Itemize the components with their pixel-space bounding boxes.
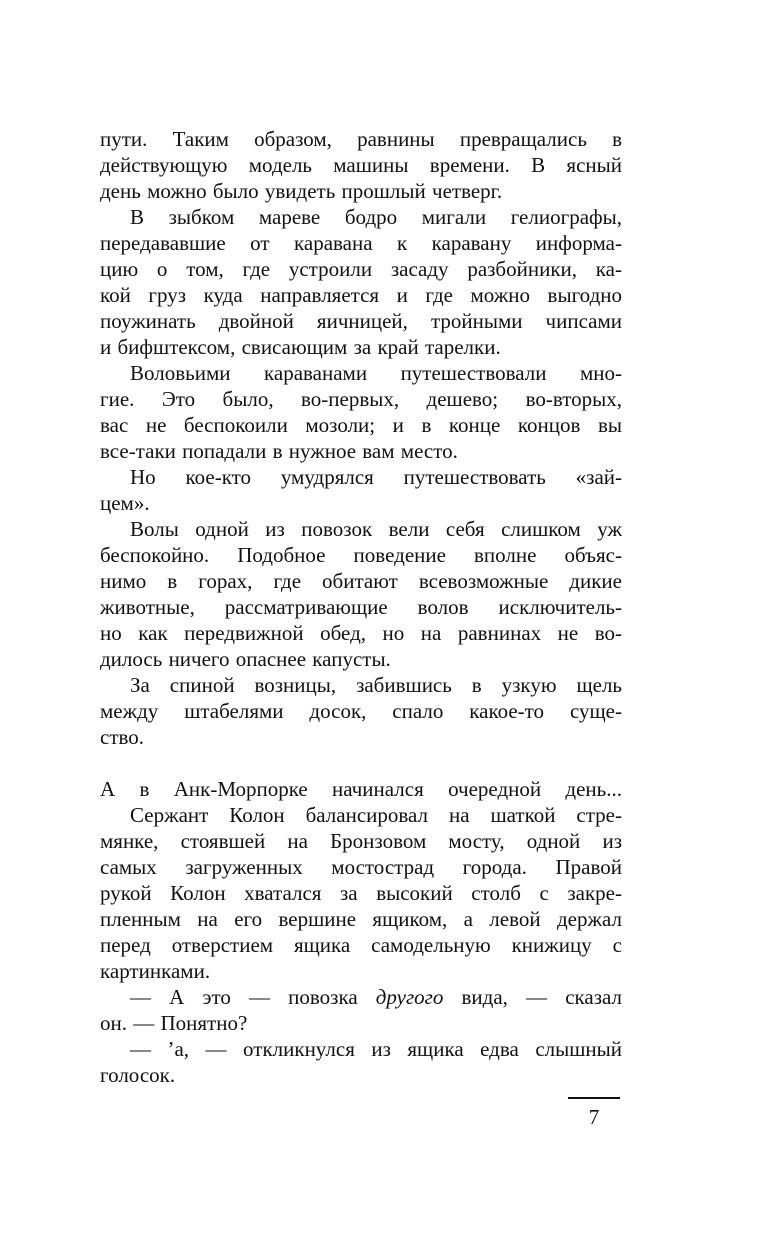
text-line: цем». xyxy=(100,491,150,515)
text-line: ство. xyxy=(100,725,145,749)
text-line: он. — Понятно? xyxy=(100,1011,248,1035)
text-line: картинками. xyxy=(100,959,211,983)
section-break xyxy=(100,750,622,776)
text-line: мянке, стоявшей на Бронзовом мосту, одной из xyxy=(100,829,622,853)
page-number: 7 xyxy=(588,1105,600,1129)
text-line: голосок. xyxy=(100,1063,176,1087)
text-line: В зыбком мареве бодро мигали гелиографы, xyxy=(130,205,622,229)
text-line: беспокойно. Подобное поведение вполне объяс- xyxy=(100,543,622,567)
text-line: — ’а, — откликнулся из ящика едва слышный xyxy=(130,1037,622,1061)
text-line: и бифштексом, свисающим за край тарелки. xyxy=(100,335,501,359)
text-line: рукой Колон хватался за высокий столб с закре- xyxy=(100,881,622,905)
text-line: А в Анк-Морпорке начинался очередной день... xyxy=(100,777,622,801)
text-line: самых загруженных мостострад города. Правой xyxy=(100,855,622,879)
text-line: день можно было увидеть прошлый четверг. xyxy=(100,179,503,203)
text-line: но как передвижной обед, но на равнинах не во- xyxy=(100,621,622,645)
text-segment: — А это — повозка xyxy=(130,985,376,1009)
text-line: цию о том, где устроили засаду разбойники, ка- xyxy=(100,257,622,281)
text-line xyxy=(100,984,622,1010)
text-line: передававшие от каравана к каравану информа- xyxy=(100,231,622,255)
text-line: между штабелями досок, спало какое-то суще- xyxy=(100,699,622,723)
text-line: нимо в горах, где обитают всевозможные дикие xyxy=(100,569,622,593)
text-line: пути. Таким образом, равнины превращались в xyxy=(100,127,622,151)
text-line: Воловьими караванами путешествовали мно- xyxy=(130,361,622,385)
text-line: Сержант Колон балансировал на шаткой стре- xyxy=(130,803,622,827)
text-line: Но кое-кто умудрялся путешествовать «зай- xyxy=(130,465,622,489)
text-line: За спиной возницы, забившись в узкую щель xyxy=(130,673,622,697)
italic-word: другого xyxy=(375,985,444,1009)
text-line: вас не беспокоили мозоли; и в конце концов вы xyxy=(100,413,622,437)
text-line: Волы одной из повозок вели себя слишком уж xyxy=(130,517,622,541)
text-line: перед отверстием ящика самодельную книжицу с xyxy=(100,933,622,957)
body-text xyxy=(100,126,622,1088)
text-line: пленным на его вершине ящиком, а левой держал xyxy=(100,907,622,931)
text-line: гие. Это было, во-первых, дешево; во-вторых, xyxy=(100,387,622,411)
text-line: дилось ничего опаснее капусты. xyxy=(100,647,391,671)
page-number-rule xyxy=(568,1097,620,1099)
text-line: действующую модель машины времени. В ясный xyxy=(100,153,622,177)
text-line: поужинать двойной яичницей, тройными чипсами xyxy=(100,309,622,333)
text-line: животные, рассматривающие волов исключитель- xyxy=(100,595,622,619)
text-segment: вида, — сказал xyxy=(443,985,622,1009)
text-line: кой груз куда направляется и где можно выгодно xyxy=(100,283,622,307)
text-line: все-таки попадали в нужное вам место. xyxy=(100,439,458,463)
